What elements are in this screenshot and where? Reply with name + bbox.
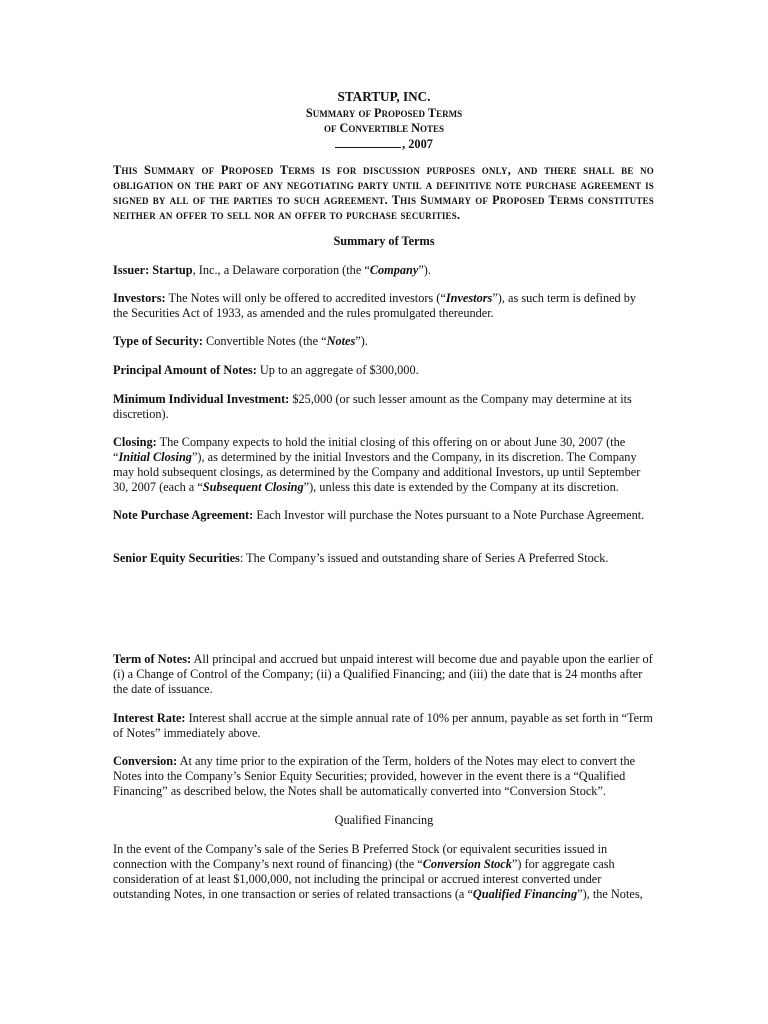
- qualified-financing-term-qualified-financing: Qualified Financing: [472, 887, 578, 901]
- principal-amount-text: Up to an aggregate of $300,000.: [256, 363, 419, 377]
- date-line: [0, 136, 768, 152]
- notes-subtitle: of Convertible Notes: [323, 121, 445, 135]
- conversion-paragraph: [113, 754, 654, 799]
- term-of-notes-text: All principal and accrued but unpaid interest will become due and payable upon the earlier of (i) a Change of Control of the Company; (ii) a Qualified Financing; and (iii) the date that is 24 months after the date of issuance.: [113, 652, 653, 696]
- type-of-security-label: Type of Security:: [113, 334, 203, 348]
- qualified-financing-text-a: In the event of the Company’s sale of the Series B Preferred Stock (or equivalent securities issued in connection with the Company’s next round of financing) (the “: [113, 842, 608, 871]
- note-purchase-agreement-paragraph: [113, 508, 654, 523]
- qualified-financing-text-b: ”) for aggregate cash consideration of at least $1,000,000, not including the principal or accrued interest converted under outstanding Notes, in one transaction or series of related transactions (a “: [113, 857, 615, 901]
- principal-amount-label: Principal Amount of Notes:: [113, 363, 257, 377]
- minimum-investment-label: Minimum Individual Investment:: [113, 392, 290, 406]
- issuer-name: Startup: [152, 263, 193, 277]
- type-of-security-paragraph: [113, 334, 654, 349]
- type-of-security-text-b: ”).: [355, 334, 368, 348]
- investors-text-a: The Notes will only be offered to accredited investors (“: [165, 291, 446, 305]
- closing-term-subsequent: Subsequent Closing: [202, 480, 304, 494]
- section-heading: Summary of Terms: [333, 234, 435, 248]
- senior-equity-label: Senior Equity Securities: [113, 551, 240, 565]
- senior-equity-text: : The Company’s issued and outstanding share of Series A Preferred Stock.: [239, 551, 609, 565]
- closing-text-b: ”), as determined by the initial Investors and the Company, in its discretion. The Company may hold subsequent closings, as determined by the Company and additional Investors, up until September 30, 2007 (each a “: [113, 450, 641, 494]
- interest-rate-text: Interest shall accrue at the simple annual rate of 10% per annum, payable as set forth in “Term of Notes” immediately above.: [113, 711, 653, 740]
- term-of-notes-label: Term of Notes:: [113, 652, 192, 666]
- issuer-paragraph: [113, 263, 654, 278]
- summary-subtitle: Summary of Proposed Terms: [305, 106, 463, 120]
- investors-text-b: ”), as such term is defined by the Securities Act of 1933, as amended and the rules promulgated thereunder.: [113, 291, 637, 320]
- closing-label: Closing:: [113, 435, 157, 449]
- term-of-notes-paragraph: [113, 652, 654, 697]
- interest-rate-paragraph: [113, 711, 654, 741]
- issuer-text-a: , Inc., a Delaware corporation (the “: [192, 263, 370, 277]
- disclaimer-paragraph: This Summary of Proposed Terms is for discussion purposes only, and there shall be no obligation on the part of any negotiating party until a definitive note purchase agreement is signed by all of the parties to such agreement. This Summary of Proposed Terms constitutes neither an offer to sell nor an offer to purchase securities.: [113, 163, 654, 222]
- closing-term-initial: Initial Closing: [118, 450, 192, 464]
- closing-paragraph: [113, 435, 654, 495]
- qualified-financing-paragraph: [113, 842, 654, 902]
- issuer-term: Company: [369, 263, 419, 277]
- investors-label: Investors:: [113, 291, 166, 305]
- date-blank: [335, 136, 401, 148]
- issuer-label: Issuer:: [113, 263, 150, 277]
- minimum-investment-paragraph: [113, 392, 654, 422]
- note-purchase-agreement-text: Each Investor will purchase the Notes pursuant to a Note Purchase Agreement.: [253, 508, 645, 522]
- qualified-financing-heading: Qualified Financing: [334, 813, 434, 827]
- investors-term: Investors: [445, 291, 493, 305]
- type-of-security-text-a: Convertible Notes (the “: [202, 334, 327, 348]
- interest-rate-label: Interest Rate:: [113, 711, 186, 725]
- conversion-text: At any time prior to the expiration of the Term, holders of the Notes may elect to convert the Notes into the Company’s Senior Equity Securities; provided, however in the event there is a “Qualified Financing” as described below, the Notes shall be automatically converted into “Conversion Stock”.: [113, 754, 636, 798]
- conversion-label: Conversion:: [113, 754, 178, 768]
- note-purchase-agreement-label: Note Purchase Agreement:: [113, 508, 254, 522]
- minimum-investment-text: $25,000 (or such lesser amount as the Company may determine at its discretion).: [113, 392, 632, 421]
- company-title: STARTUP, INC.: [337, 89, 431, 104]
- date-year: , 2007: [402, 137, 433, 151]
- type-of-security-term: Notes: [326, 334, 356, 348]
- qualified-financing-text-c: ”), the Notes,: [577, 887, 643, 901]
- issuer-text-b: ”).: [418, 263, 431, 277]
- closing-text-c: ”), unless this date is extended by the Company at its discretion.: [303, 480, 619, 494]
- closing-text-a: The Company expects to hold the initial closing of this offering on or about June 30, 2007 (the “: [113, 435, 626, 464]
- senior-equity-paragraph: [113, 551, 654, 566]
- qualified-financing-term-conversion-stock: Conversion Stock: [422, 857, 512, 871]
- investors-paragraph: [113, 291, 654, 321]
- principal-amount-paragraph: [113, 363, 654, 378]
